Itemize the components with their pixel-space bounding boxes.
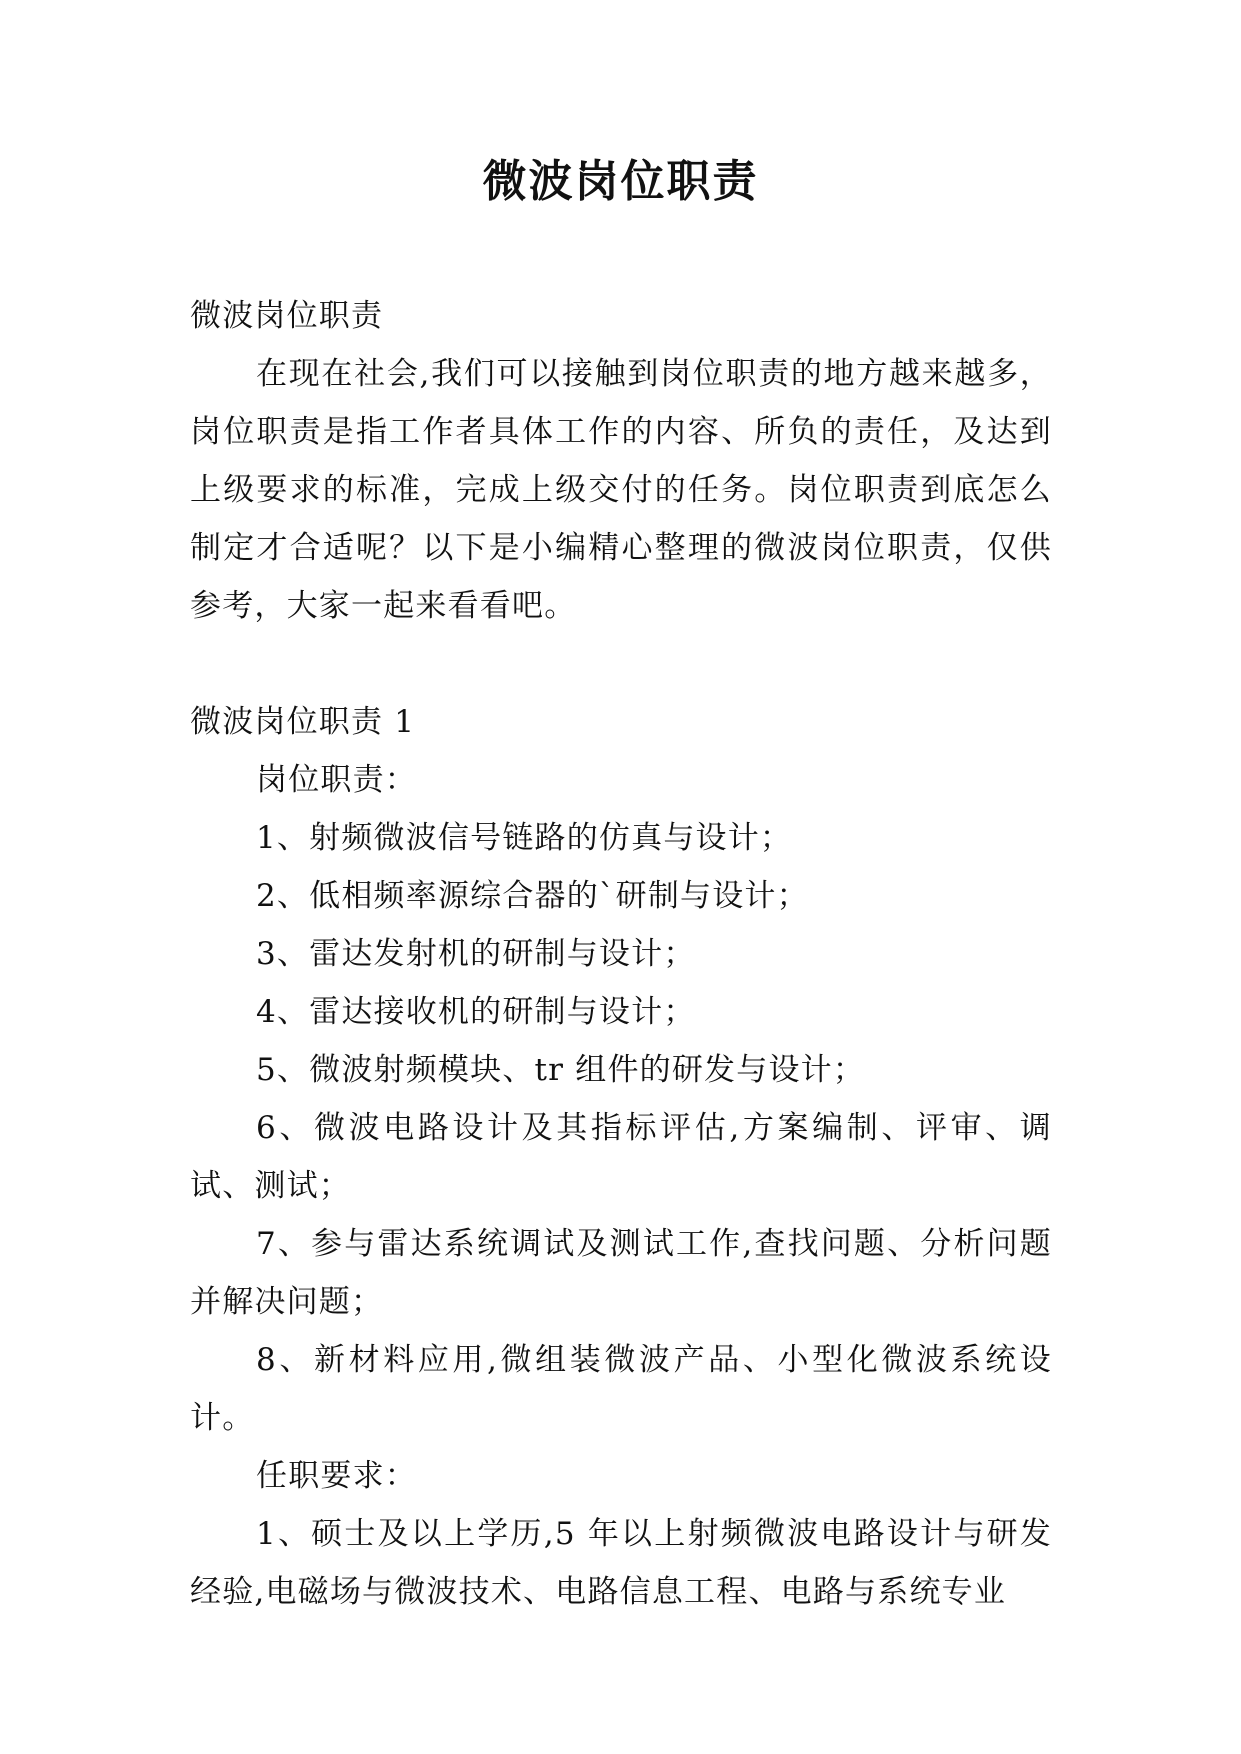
section-spacer	[190, 635, 1052, 693]
duties-label: 岗位职责：	[256, 762, 417, 798]
duty-item-8: 8、新材料应用,微组装微波产品、小型化微波系统设计。	[190, 1342, 1052, 1436]
intro-paragraph: 在现在社会,我们可以接触到岗位职责的地方越来越多，岗位职责是指工作者具体工作的内容、所负的责任，及达到上级要求的标准，完成上级交付的任务。岗位职责到底怎么制定才合适呢？以下是小编精心整理的微波岗位职责，仅供参考，大家一起来看看吧。	[190, 356, 1052, 624]
duty-item-5: 5、微波射频模块、tr 组件的研发与设计；	[256, 1052, 866, 1088]
duty-item-1: 1、射频微波信号链路的仿真与设计；	[256, 820, 793, 856]
duty-item-3: 3、雷达发射机的研制与设计；	[256, 936, 696, 972]
intro-heading: 微波岗位职责	[190, 298, 384, 334]
requirement-item-1: 1、硕士及以上学历,5 年以上射频微波电路设计与研发经验,电磁场与微波技术、电路信息工程、电路与系统专业	[190, 1516, 1052, 1610]
duty-item-4: 4、雷达接收机的研制与设计；	[256, 994, 696, 1030]
document-body	[190, 287, 1052, 1621]
duty-item-6: 6、微波电路设计及其指标评估,方案编制、评审、调试、测试；	[190, 1110, 1052, 1204]
document-title: 微波岗位职责	[482, 156, 759, 207]
section-heading: 微波岗位职责 1	[190, 704, 416, 740]
requirements-label: 任职要求：	[256, 1458, 417, 1494]
duty-item-7: 7、参与雷达系统调试及测试工作,查找问题、分析问题并解决问题；	[190, 1226, 1052, 1320]
duty-item-2: 2、低相频率源综合器的`研制与设计；	[256, 878, 809, 914]
